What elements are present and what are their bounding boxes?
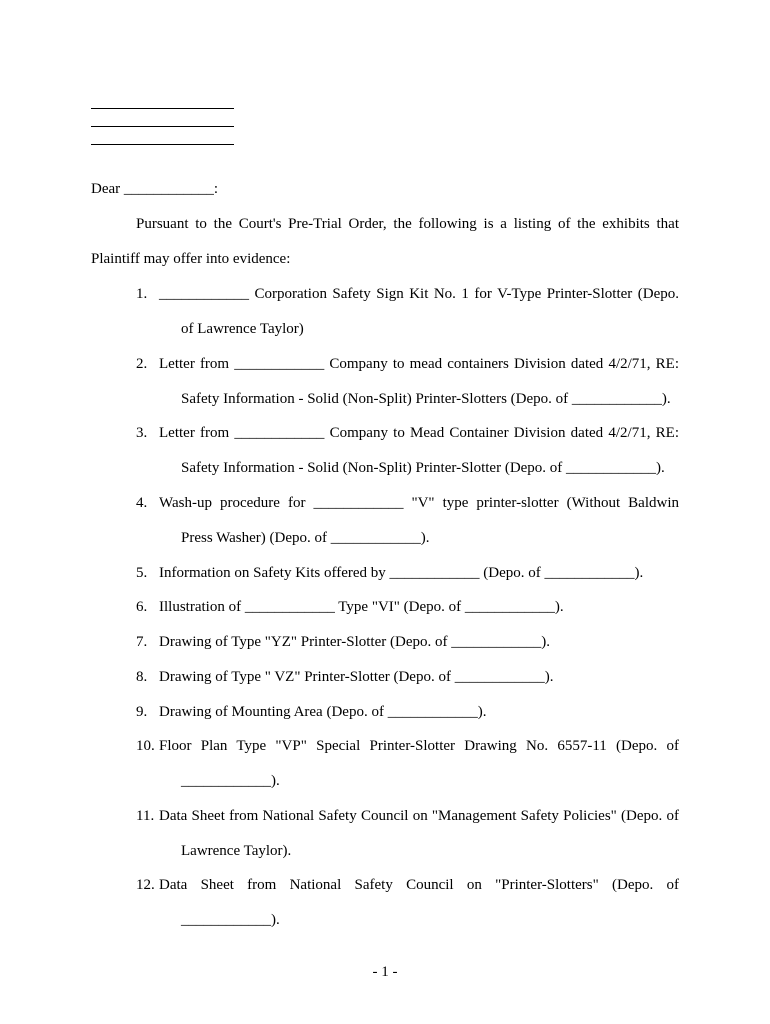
exhibit-text: Information on Safety Kits offered by ____________ (Depo. of ____________). [159,565,644,581]
exhibit-number: 1. [136,286,148,302]
exhibit-number: 4. [136,495,148,511]
address-line-3 [91,144,234,145]
exhibit-text-cont: Safety Information - Solid (Non-Split) Printer-Slotters (Depo. of ____________). [181,391,671,407]
exhibit-number: 6. [136,599,148,615]
address-line-1 [91,108,234,109]
exhibit-text-cont: Lawrence Taylor). [181,843,292,859]
exhibit-number: 12. [136,877,155,893]
exhibit-text-cont: of Lawrence Taylor) [181,321,304,337]
exhibit-text: Data Sheet from National Safety Council on "Management Safety Policies" (Depo. of [159,808,679,824]
exhibit-number: 9. [136,704,148,720]
exhibit-text: Letter from ____________ Company to mead containers Division dated 4/2/71, RE: [159,356,679,372]
exhibit-text-cont: Press Washer) (Depo. of ____________). [181,530,430,546]
exhibit-number: 2. [136,356,148,372]
address-line-2 [91,126,234,127]
exhibit-number: 8. [136,669,148,685]
exhibit-number: 3. [136,425,148,441]
exhibit-text: Data Sheet from National Safety Council on "Printer-Slotters" (Depo. of [159,877,679,893]
exhibit-text: Drawing of Mounting Area (Depo. of ____________). [159,704,487,720]
exhibit-number: 7. [136,634,148,650]
exhibit-text: Drawing of Type " VZ" Printer-Slotter (Depo. of ____________). [159,669,554,685]
exhibit-text-cont: ____________). [181,912,280,928]
exhibit-number: 5. [136,565,148,581]
intro-line-2: Plaintiff may offer into evidence: [91,251,291,267]
exhibit-text: Illustration of ____________ Type "VI" (Depo. of ____________). [159,599,564,615]
exhibit-text: Floor Plan Type "VP" Special Printer-Slotter Drawing No. 6557-11 (Depo. of [159,738,679,754]
exhibit-number: 11. [136,808,155,824]
exhibit-text-cont: Safety Information - Solid (Non-Split) Printer-Slotter (Depo. of ____________). [181,460,665,476]
exhibit-number: 10. [136,738,155,754]
exhibit-text: Drawing of Type "YZ" Printer-Slotter (Depo. of ____________). [159,634,550,650]
exhibit-text-cont: ____________). [181,773,280,789]
intro-line-1: Pursuant to the Court's Pre-Trial Order, the following is a listing of the exhibits that [136,216,679,232]
exhibit-text: Wash-up procedure for ____________ "V" type printer-slotter (Without Baldwin [159,495,679,511]
exhibit-text: Letter from ____________ Company to Mead Container Division dated 4/2/71, RE: [159,425,679,441]
page-number: - 1 - [372,964,398,980]
salutation: Dear ____________: [91,181,219,197]
exhibit-text: ____________ Corporation Safety Sign Kit No. 1 for V-Type Printer-Slotter (Depo. [159,286,679,302]
